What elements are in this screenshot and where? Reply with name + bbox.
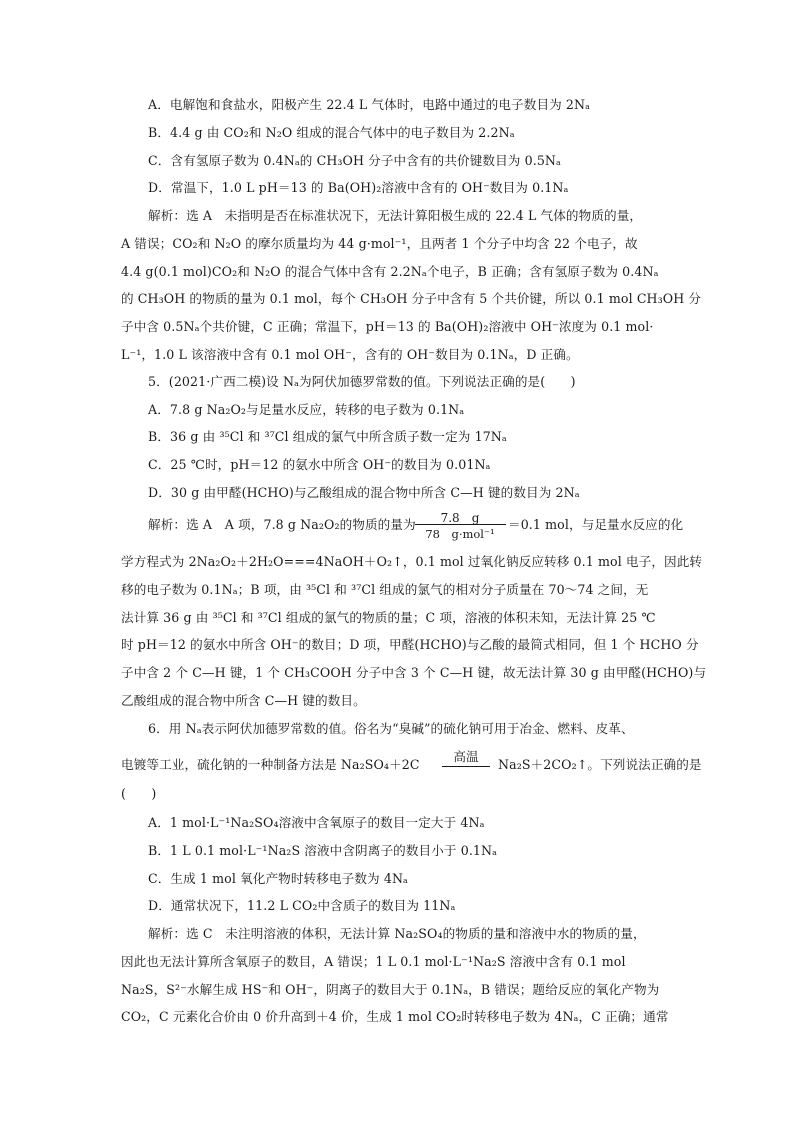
q5-stem: 5．(2021·广西二模)设 Nₐ为阿伏加德罗常数的值。下列说法正确的是( ) bbox=[148, 374, 576, 389]
q4-option-a: A．电解饱和食盐水，阳极产生 22.4 L 气体时，电路中通过的电子数目为 2Nₐ bbox=[148, 97, 591, 112]
q5-analysis-line: 学方程式为 2Na₂O₂＋2H₂O===4NaOH＋O₂↑，0.1 mol 过氧化钠反应转移 0.1 mol 电子，因此转 bbox=[121, 554, 703, 569]
q4-analysis-line: L⁻¹，1.0 L 该溶液中含有 0.1 mol OH⁻，含有的 OH⁻数目为 0.1Nₐ，D 正确。 bbox=[121, 347, 579, 362]
q6-stem-line2-post: Na₂S＋2CO₂↑。下列说法正确的是 bbox=[498, 757, 702, 772]
q5-analysis-line: 子中含 2 个 C—H 键，1 个 CH₃COOH 分子中含 3 个 C—H 键，故无法计算 30 g 由甲醛(HCHO)与 bbox=[121, 665, 707, 680]
q4-analysis-line: 4.4 g(0.1 mol)CO₂和 N₂O 的混合气体中含有 2.2Nₐ个电子，B 正确；含有氢原子数为 0.4Nₐ bbox=[121, 264, 659, 279]
q6-stem-line1: 6．用 Nₐ表示阿伏加德罗常数的值。俗名为“臭碱”的硫化钠可用于冶金、燃料、皮革、 bbox=[148, 721, 634, 736]
q5-option-a: A．7.8 g Na₂O₂与足量水反应，转移的电子数为 0.1Nₐ bbox=[148, 402, 465, 417]
q6-option-d: D．通常状况下，11.2 L CO₂中含质子的数目为 11Nₐ bbox=[148, 898, 456, 913]
q5-analysis-line1-post: ＝0.1 mol，与足量水反应的化 bbox=[508, 517, 684, 532]
q4-option-d: D．常温下，1.0 L pH＝13 的 Ba(OH)₂溶液中含有的 OH⁻数目为 0.1Nₐ bbox=[148, 180, 569, 195]
fraction-bar bbox=[415, 524, 506, 525]
q4-option-b: B．4.4 g 由 CO₂和 N₂O 组成的混合气体中的电子数目为 2.2Nₐ bbox=[148, 125, 515, 140]
q5-analysis-line: 时 pH＝12 的氨水中所含 OH⁻的数目；D 项，甲醛(HCHO)与乙酸的最简式相同，但 1 个 HCHO 分 bbox=[121, 637, 699, 652]
fraction-denominator: 78 g·mol⁻¹ bbox=[425, 527, 495, 541]
q6-option-b: B．1 L 0.1 mol·L⁻¹Na₂S 溶液中含阴离子的数目小于 0.1Nₐ bbox=[148, 843, 498, 858]
q5-option-b: B．36 g 由 ³⁵Cl 和 ³⁷Cl 组成的氯气中所含质子数一定为 17Nₐ bbox=[148, 429, 507, 444]
q6-analysis-line: CO₂，C 元素化合价由 0 价升高到＋4 价，生成 1 mol CO₂时转移电子数为 4Nₐ，C 正确；通常 bbox=[121, 1009, 669, 1024]
q6-analysis-line: Na₂S，S²⁻水解生成 HS⁻和 OH⁻，阴离子的数目大于 0.1Nₐ，B 错误；题给反应的氧化产物为 bbox=[121, 982, 660, 997]
q6-analysis-line: 因此也无法计算所含氧原子的数目，A 错误；1 L 0.1 mol·L⁻¹Na₂S 溶液中含有 0.1 mol bbox=[121, 954, 626, 969]
q6-stem-line2-pre: 电镀等工业，硫化钠的一种制备方法是 Na₂SO₄＋2C bbox=[121, 757, 420, 772]
q4-option-c: C．含有氢原子数为 0.4Nₐ的 CH₃OH 分子中含有的共价键数目为 0.5Nₐ bbox=[148, 153, 562, 168]
reaction-condition-arrow bbox=[442, 746, 492, 776]
q4-analysis-line: 解析：选 A 未指明是否在标准状况下，无法计算阳极生成的 22.4 L 气体的物质的量， bbox=[148, 208, 643, 223]
q5-analysis-line1-pre: 解析：选 A A 项，7.8 g Na₂O₂的物质的量为 bbox=[148, 517, 416, 532]
q6-analysis-line: 解析：选 C 未注明溶液的体积，无法计算 Na₂SO₄的物质的量和溶液中水的物质的量， bbox=[148, 926, 646, 941]
reaction-condition-label: 高温 bbox=[453, 749, 479, 764]
q4-analysis-line: 子中含 0.5Nₐ个共价键，C 正确；常温下，pH＝13 的 Ba(OH)₂溶液中 OH⁻浓度为 0.1 mol· bbox=[121, 319, 654, 334]
q5-option-c: C．25 ℃时，pH＝12 的氨水中所含 OH⁻的数目为 0.01Nₐ bbox=[148, 457, 491, 472]
q4-analysis-line: A 错误；CO₂和 N₂O 的摩尔质量均为 44 g·mol⁻¹，且两者 1 个分子中均含 22 个电子，故 bbox=[121, 236, 638, 251]
fraction-numerator: 7.8 g bbox=[440, 511, 480, 525]
q6-option-c: C．生成 1 mol 氧化产物时转移电子数为 4Nₐ bbox=[148, 871, 409, 886]
q5-analysis-line: 法计算 36 g 由 ³⁵Cl 和 ³⁷Cl 组成的氯气的物质的量；C 项，溶液的体积未知，无法计算 25 ℃ bbox=[121, 610, 656, 625]
q5-analysis-line: 乙酸组成的混合物中所含 C—H 键的数目。 bbox=[121, 693, 366, 708]
reaction-condition-bar bbox=[442, 766, 490, 767]
q6-option-a: A．1 mol·L⁻¹Na₂SO₄溶液中含氧原子的数目一定大于 4Nₐ bbox=[148, 815, 485, 830]
q4-analysis-line: 的 CH₃OH 的物质的量为 0.1 mol，每个 CH₃OH 分子中含有 5 个共价键，所以 0.1 mol CH₃OH 分 bbox=[121, 291, 702, 306]
q6-stem-line3: ( ) bbox=[121, 786, 157, 801]
q5-option-d: D．30 g 由甲醛(HCHO)与乙酸组成的混合物中所含 C—H 键的数目为 2Nₐ bbox=[148, 485, 580, 500]
q5-analysis-line: 移的电子数为 0.1Nₐ；B 项，由 ³⁵Cl 和 ³⁷Cl 组成的氯气的相对分子质量在 70～74 之间，无 bbox=[121, 582, 649, 597]
